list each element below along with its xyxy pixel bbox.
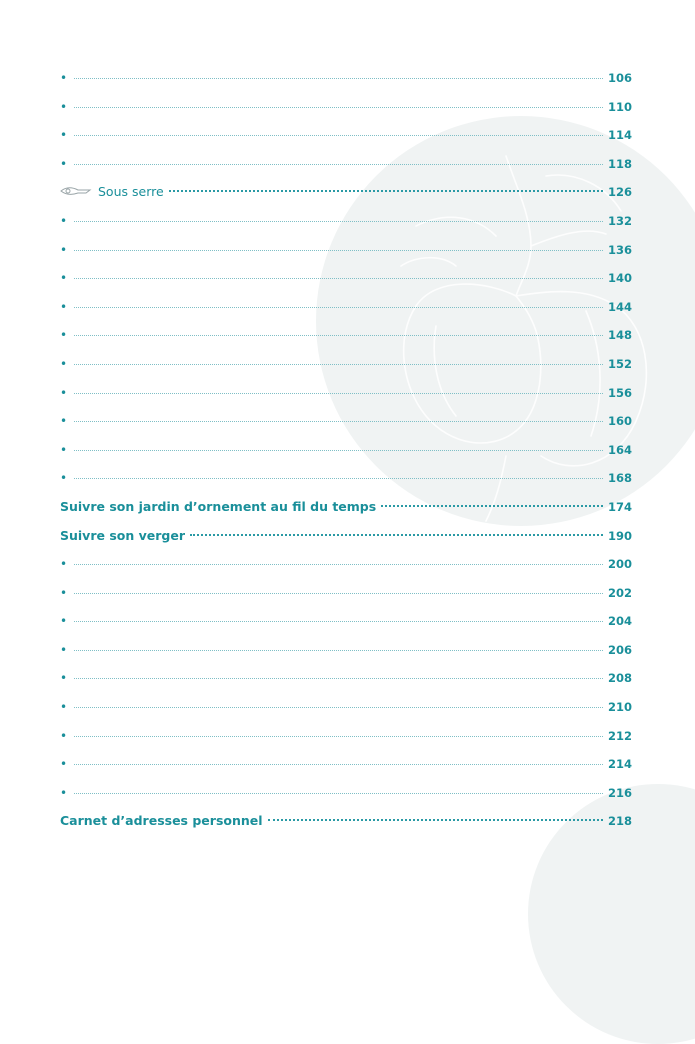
toc-entry[interactable] [60,379,632,408]
toc-entry[interactable] [60,779,632,808]
dot-leader [169,190,603,192]
bullet-icon: • [60,156,68,171]
dot-leader [74,764,603,765]
bullet-icon: • [60,385,68,400]
toc-entry-page: 202 [607,585,632,600]
dot-leader [74,650,603,651]
dot-leader [74,107,603,108]
dot-leader [74,678,603,679]
toc-entry[interactable] [60,64,632,93]
toc-entry-page: 136 [607,242,632,257]
bullet-icon: • [60,414,68,429]
toc-entry[interactable] [60,293,632,322]
toc-entry-page: 152 [607,356,632,371]
dot-leader [74,450,603,451]
bullet-icon: • [60,128,68,143]
bullet-icon: • [60,671,68,686]
toc-entry-page: 164 [607,442,632,457]
bullet-icon: • [60,785,68,800]
bullet-icon: • [60,213,68,228]
toc-entry[interactable] [60,722,632,751]
bullet-icon: • [60,585,68,600]
dot-leader [74,307,603,308]
tools-icon [60,184,92,198]
toc-subsection-label: Sous serre [98,184,164,200]
dot-leader [74,478,603,479]
bullet-icon: • [60,614,68,629]
toc-entry-page: 214 [607,757,632,772]
bullet-icon: • [60,557,68,572]
toc-entry-page: 156 [607,385,632,400]
toc-entry[interactable] [60,579,632,608]
dot-leader [74,793,603,794]
dot-leader [74,593,603,594]
toc-entry[interactable] [60,150,632,179]
dot-leader [74,621,603,622]
toc-entry[interactable] [60,550,632,579]
dot-leader [381,505,603,507]
toc-section-page: 190 [607,528,632,543]
toc-entry[interactable] [60,350,632,379]
bullet-icon: • [60,700,68,715]
bullet-icon: • [60,642,68,657]
toc-entry[interactable] [60,436,632,465]
toc-entry[interactable] [60,93,632,122]
toc-entry[interactable] [60,407,632,436]
dot-leader [74,78,603,79]
dot-leader [190,534,603,536]
toc-entry[interactable] [60,236,632,265]
bullet-icon: • [60,356,68,371]
bullet-icon: • [60,471,68,486]
toc-entry-page: 208 [607,671,632,686]
dot-leader [74,564,603,565]
toc-entry-page: 206 [607,642,632,657]
dot-leader [74,164,603,165]
dot-leader [74,707,603,708]
dot-leader [74,335,603,336]
toc-entry[interactable] [60,207,632,236]
toc-entry-page: 204 [607,614,632,629]
toc-entry[interactable] [60,321,632,350]
toc-section-label: Suivre son jardin d’ornement au fil du temps [60,498,377,514]
toc-section[interactable] [60,807,632,836]
toc-entry-page: 148 [607,328,632,343]
toc-subsection-page: 126 [607,185,632,200]
dot-leader [74,278,603,279]
toc-entry[interactable] [60,121,632,150]
toc-subsection[interactable] [60,178,632,207]
toc-entry-page: 110 [607,99,632,114]
dot-leader [74,364,603,365]
bullet-icon: • [60,328,68,343]
toc-entry-page: 132 [607,213,632,228]
dot-leader [268,819,603,821]
dot-leader [74,135,603,136]
toc-section[interactable] [60,522,632,551]
bullet-icon: • [60,71,68,85]
toc-entry-page: 212 [607,728,632,743]
toc-entry-page: 140 [607,271,632,286]
toc-section[interactable] [60,493,632,522]
bullet-icon: • [60,99,68,114]
toc-entry-page: 114 [607,128,632,143]
toc-entry-page: 210 [607,700,632,715]
toc-entry-page: 168 [607,471,632,486]
bullet-icon: • [60,757,68,772]
toc-entry-page: 160 [607,414,632,429]
toc-entry[interactable] [60,750,632,779]
dot-leader [74,393,603,394]
bullet-icon: • [60,442,68,457]
bullet-icon: • [60,728,68,743]
dot-leader [74,221,603,222]
toc-entry-page: 216 [607,785,632,800]
toc-section-page: 174 [607,499,632,514]
toc-section-label: Carnet d’adresses personnel [60,813,263,829]
toc-entry[interactable] [60,464,632,493]
toc-entry[interactable] [60,636,632,665]
table-of-contents [60,64,632,836]
dot-leader [74,736,603,737]
dot-leader [74,421,603,422]
toc-entry[interactable] [60,264,632,293]
bullet-icon: • [60,242,68,257]
toc-section-label: Suivre son verger [60,527,185,543]
toc-entry[interactable] [60,693,632,722]
toc-entry[interactable] [60,664,632,693]
toc-entry[interactable] [60,607,632,636]
toc-section-page: 218 [607,814,632,829]
dot-leader [74,250,603,251]
bullet-icon: • [60,299,68,314]
toc-entry-page: 200 [607,557,632,572]
toc-entry-page: 118 [607,156,632,171]
toc-entry-page: 144 [607,299,632,314]
toc-entry-page: 106 [607,71,632,85]
bullet-icon: • [60,271,68,286]
